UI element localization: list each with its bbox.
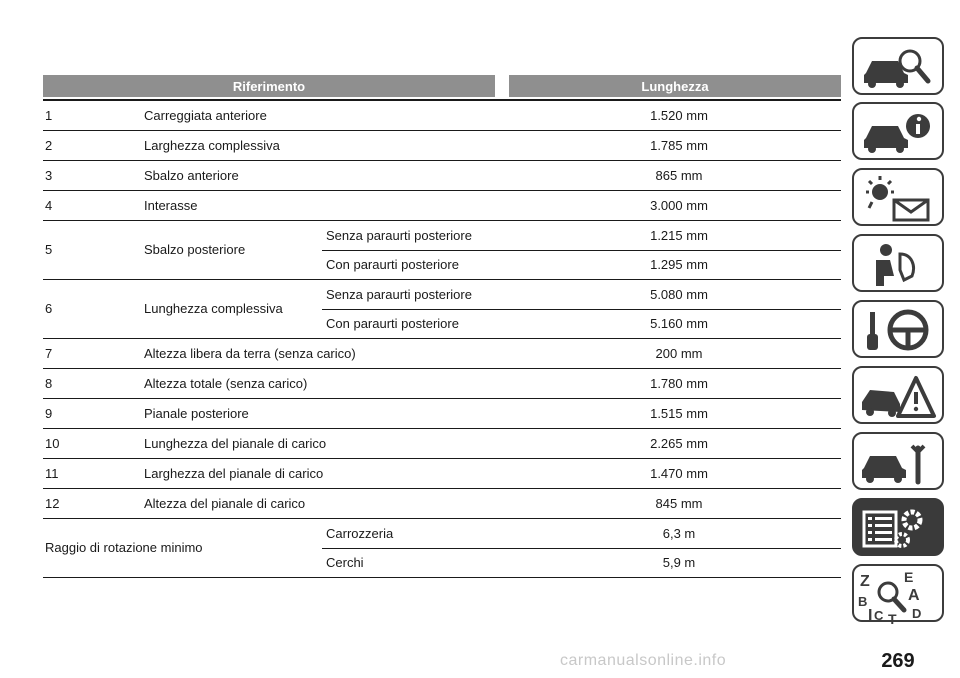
table-header [43, 75, 841, 101]
row-number: 2 [45, 138, 53, 153]
row-value: 200 mm [655, 346, 703, 361]
header-length: Lunghezza [509, 75, 841, 97]
car-search-icon [854, 39, 946, 97]
row-number: 7 [45, 346, 53, 361]
row-label: Sbalzo posteriore [144, 242, 246, 257]
svg-text:D: D [912, 606, 922, 621]
row-value: 1.785 mm [650, 138, 708, 153]
table-row [43, 161, 841, 191]
row-number: 5 [45, 242, 53, 257]
tab-car-info[interactable] [852, 102, 944, 160]
row-value: 1.520 mm [650, 108, 708, 123]
row-value: 1.780 mm [650, 376, 708, 391]
row-label: Interasse [144, 198, 198, 213]
sub-row [322, 309, 841, 338]
tab-warning-lights[interactable] [852, 168, 944, 226]
tab-technical-data[interactable] [852, 498, 944, 556]
row-number: 8 [45, 376, 53, 391]
table-row [43, 339, 841, 369]
seat-airbag-icon [854, 236, 946, 294]
sub-row [322, 250, 841, 279]
tab-index[interactable] [852, 564, 944, 622]
sub-row-label: Con paraurti posteriore [326, 316, 459, 331]
sub-row-label: Con paraurti posteriore [326, 257, 459, 272]
row-number: 10 [45, 436, 60, 451]
alphabet-index-icon [854, 566, 946, 624]
list-gear-icon [854, 500, 946, 558]
sub-row [322, 280, 841, 310]
row-label: Lunghezza complessiva [144, 301, 283, 316]
watermark: carmanualsonline.info [560, 652, 727, 669]
sub-row-label: Carrozzeria [326, 526, 394, 541]
sub-row-value: 6,3 m [662, 526, 696, 541]
table-row [43, 191, 841, 221]
svg-text:I: I [868, 607, 873, 624]
row-label: Larghezza del pianale di carico [144, 466, 324, 481]
sub-row [322, 519, 841, 549]
row-value: 1.515 mm [650, 406, 708, 421]
row-value: 2.265 mm [650, 436, 708, 451]
row-number: 1 [45, 108, 53, 123]
page-number: 269 [881, 650, 915, 672]
specifications-table [43, 75, 841, 578]
svg-text:A: A [908, 587, 920, 604]
table-row [43, 429, 841, 459]
sub-row [322, 548, 841, 577]
car-wrench-icon [854, 434, 946, 492]
sub-row [322, 221, 841, 251]
table-row [43, 519, 841, 578]
row-value: 865 mm [655, 168, 703, 183]
sub-row-value: 5,9 m [662, 555, 696, 570]
row-label: Raggio di rotazione minimo [45, 540, 203, 555]
row-label: Altezza del pianale di carico [144, 496, 306, 511]
row-number: 11 [45, 466, 59, 481]
svg-text:B: B [858, 594, 868, 609]
sub-row-label: Senza paraurti posteriore [326, 287, 472, 302]
row-value: 1.470 mm [650, 466, 708, 481]
table-row [43, 131, 841, 161]
tab-emergency[interactable] [852, 366, 944, 424]
svg-text:E: E [904, 569, 914, 585]
sub-row-value: 1.295 mm [650, 257, 708, 272]
row-number: 6 [45, 301, 53, 316]
row-value: 845 mm [655, 496, 703, 511]
table-row [43, 369, 841, 399]
row-label: Carreggiata anteriore [144, 108, 267, 123]
row-label: Lunghezza del pianale di carico [144, 436, 327, 451]
row-label: Altezza libera da terra (senza carico) [144, 346, 356, 361]
table-row [43, 101, 841, 131]
row-value: 3.000 mm [650, 198, 708, 213]
row-number: 3 [45, 168, 53, 183]
warning-light-message-icon [854, 170, 946, 228]
row-label: Pianale posteriore [144, 406, 249, 421]
row-label: Larghezza complessiva [144, 138, 280, 153]
row-label: Sbalzo anteriore [144, 168, 239, 183]
table-row [43, 280, 841, 339]
key-steering-wheel-icon [854, 302, 946, 360]
tab-maintenance[interactable] [852, 432, 944, 490]
sub-row-label: Cerchi [326, 555, 364, 570]
sub-row-value: 5.080 mm [650, 287, 708, 302]
tab-car-search[interactable] [852, 37, 944, 95]
svg-text:T: T [888, 611, 897, 624]
sub-row-value: 1.215 mm [650, 228, 708, 243]
svg-text:Z: Z [860, 573, 870, 590]
row-number: 12 [45, 496, 60, 511]
tab-seat-airbag[interactable] [852, 234, 944, 292]
row-label: Altezza totale (senza carico) [144, 376, 308, 391]
row-number: 9 [45, 406, 53, 421]
car-crash-warning-icon [854, 368, 946, 426]
car-info-icon [854, 104, 946, 162]
header-reference: Riferimento [43, 75, 495, 97]
sub-row-label: Senza paraurti posteriore [326, 228, 472, 243]
table-row [43, 221, 841, 280]
svg-text:C: C [874, 608, 884, 623]
table-row [43, 459, 841, 489]
sub-row-value: 5.160 mm [650, 316, 708, 331]
table-row [43, 489, 841, 519]
row-number: 4 [45, 198, 53, 213]
table-row [43, 399, 841, 429]
tab-key-steering[interactable] [852, 300, 944, 358]
